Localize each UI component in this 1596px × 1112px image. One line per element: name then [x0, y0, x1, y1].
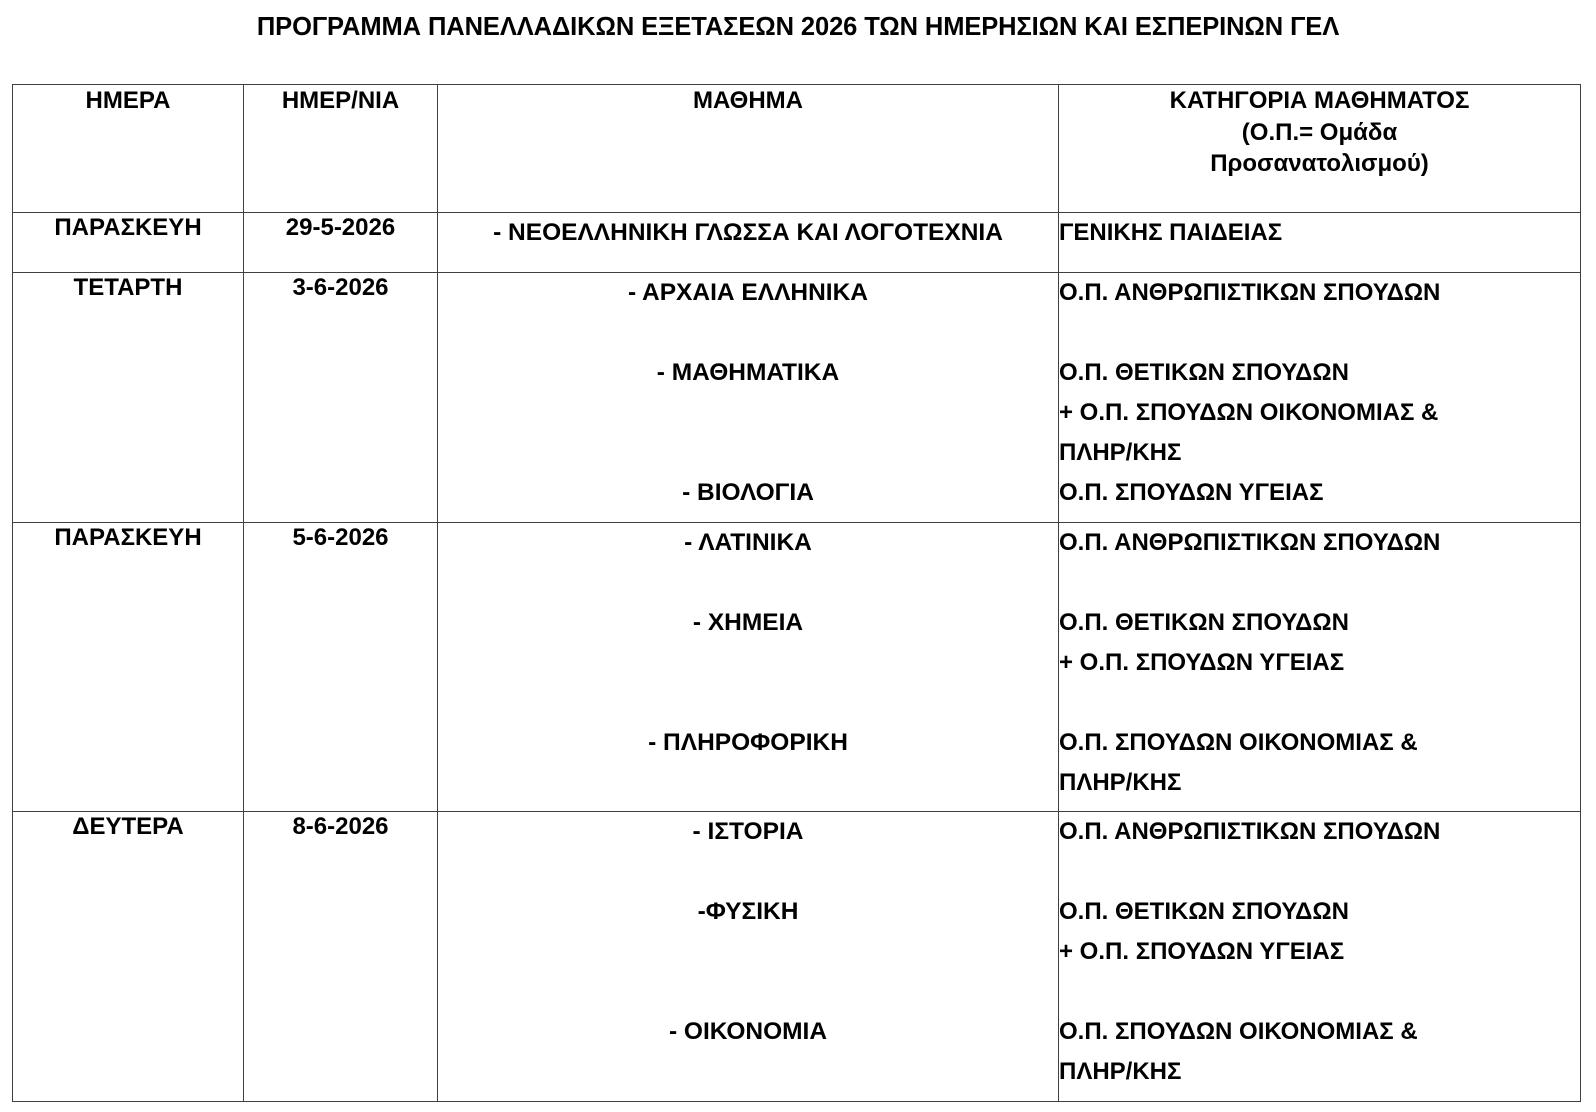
cell-subject [438, 273, 1059, 523]
column-header-day-label: ΗΜΕΡΑ [85, 87, 171, 114]
category-line [1059, 683, 1580, 723]
cell-category [1059, 273, 1581, 523]
category-line: + Ο.Π. ΣΠΟΥΔΩΝ ΟΙΚΟΝΟΜΙΑΣ & [1059, 399, 1439, 426]
table-row [13, 523, 1581, 812]
category-line: Ο.Π. ΑΝΘΡΩΠΙΣΤΙΚΩΝ ΣΠΟΥΔΩΝ [1059, 529, 1441, 556]
subject-line [438, 683, 1058, 723]
category-line: Ο.Π. ΑΝΘΡΩΠΙΣΤΙΚΩΝ ΣΠΟΥΔΩΝ [1059, 818, 1441, 845]
category-line: + Ο.Π. ΣΠΟΥΔΩΝ ΥΓΕΙΑΣ [1059, 938, 1345, 965]
column-header-category-line1: ΚΑΤΗΓΟΡΙΑ ΜΑΘΗΜΑΤΟΣ [1169, 87, 1470, 114]
cell-date: 3-6-2026 [244, 273, 438, 523]
subject-line [438, 852, 1058, 892]
subject-line: -ΦΥΣΙΚΗ [697, 898, 799, 925]
table-row [13, 213, 1581, 273]
subject-line: - ΟΙΚΟΝΟΜΙΑ [668, 1018, 828, 1045]
category-line: ΠΛΗΡ/ΚΗΣ [1059, 439, 1182, 466]
subject-line: - ΝΕΟΕΛΛΗΝΙΚΗ ΓΛΩΣΣΑ ΚΑΙ ΛΟΓΟΤΕΧΝΙΑ [493, 219, 1003, 246]
category-line [1059, 563, 1580, 603]
category-line: Ο.Π. ΣΠΟΥΔΩΝ ΟΙΚΟΝΟΜΙΑΣ & [1059, 729, 1418, 756]
page-title: ΠΡΟΓΡΑΜΜΑ ΠΑΝΕΛΛΑΔΙΚΩΝ ΕΞΕΤΑΣΕΩΝ 2026 ΤΩΝ ΗΜΕΡΗΣΙΩΝ ΚΑΙ ΕΣΠΕΡΙΝΩΝ ΓΕΛ [256, 13, 1340, 41]
category-line: + Ο.Π. ΣΠΟΥΔΩΝ ΥΓΕΙΑΣ [1059, 649, 1345, 676]
cell-day: ΠΑΡΑΣΚΕΥΗ [13, 213, 244, 273]
column-header-category [1059, 85, 1581, 213]
cell-day: ΔΕΥΤΕΡΑ [13, 812, 244, 1102]
cell-subject [438, 812, 1059, 1102]
category-line: Ο.Π. ΘΕΤΙΚΩΝ ΣΠΟΥΔΩΝ [1059, 609, 1349, 636]
subject-line [438, 972, 1058, 1012]
category-line: ΓΕΝΙΚΗΣ ΠΑΙΔΕΙΑΣ [1059, 219, 1283, 246]
category-line: Ο.Π. ΘΕΤΙΚΩΝ ΣΠΟΥΔΩΝ [1059, 359, 1349, 386]
subject-line [438, 563, 1058, 603]
exam-schedule-table [12, 84, 1581, 1102]
subject-line [438, 433, 1058, 473]
subject-line [438, 393, 1058, 433]
category-line: Ο.Π. ΘΕΤΙΚΩΝ ΣΠΟΥΔΩΝ [1059, 898, 1349, 925]
category-line [1059, 972, 1580, 1012]
cell-subject [438, 523, 1059, 812]
subject-line: - ΒΙΟΛΟΓΙΑ [682, 479, 814, 506]
category-line: ΠΛΗΡ/ΚΗΣ [1059, 1058, 1182, 1085]
column-header-subject [438, 85, 1059, 213]
subject-line: - ΛΑΤΙΝΙΚΑ [684, 529, 812, 556]
cell-subject [438, 213, 1059, 273]
table-row [13, 273, 1581, 523]
category-line: Ο.Π. ΑΝΘΡΩΠΙΣΤΙΚΩΝ ΣΠΟΥΔΩΝ [1059, 279, 1441, 306]
category-line: Ο.Π. ΣΠΟΥΔΩΝ ΥΓΕΙΑΣ [1059, 479, 1324, 506]
subject-line: - ΧΗΜΕΙΑ [692, 609, 804, 636]
category-line [1059, 313, 1580, 353]
cell-category [1059, 523, 1581, 812]
table-header-row [13, 85, 1581, 213]
column-header-date [244, 85, 438, 213]
subject-line: - ΠΛΗΡΟΦΟΡΙΚΗ [648, 729, 848, 756]
category-line [1059, 852, 1580, 892]
subject-line [438, 313, 1058, 353]
cell-category [1059, 213, 1581, 273]
cell-day: ΠΑΡΑΣΚΕΥΗ [13, 523, 244, 812]
column-header-category-line2: (Ο.Π.= Ομάδα [1241, 118, 1398, 146]
cell-date: 5-6-2026 [244, 523, 438, 812]
cell-day: ΤΕΤΑΡΤΗ [13, 273, 244, 523]
subject-line [438, 643, 1058, 683]
category-line: Ο.Π. ΣΠΟΥΔΩΝ ΟΙΚΟΝΟΜΙΑΣ & [1059, 1018, 1418, 1045]
table-row [13, 812, 1581, 1102]
column-header-category-line3: Προσανατολισμού) [1210, 150, 1429, 178]
cell-category [1059, 812, 1581, 1102]
category-line: ΠΛΗΡ/ΚΗΣ [1059, 769, 1182, 796]
cell-date: 8-6-2026 [244, 812, 438, 1102]
cell-date: 29-5-2026 [244, 213, 438, 273]
column-header-day [13, 85, 244, 213]
subject-line: - ΙΣΤΟΡΙΑ [692, 818, 804, 845]
table-body [13, 213, 1581, 1102]
subject-line [438, 932, 1058, 972]
subject-line: - ΜΑΘΗΜΑΤΙΚΑ [656, 359, 840, 386]
column-header-subject-label: ΜΑΘΗΜΑ [692, 87, 803, 114]
column-header-date-label: ΗΜΕΡ/ΝΙΑ [281, 87, 400, 114]
subject-line: - ΑΡΧΑΙΑ ΕΛΛΗΝΙΚΑ [627, 279, 869, 306]
